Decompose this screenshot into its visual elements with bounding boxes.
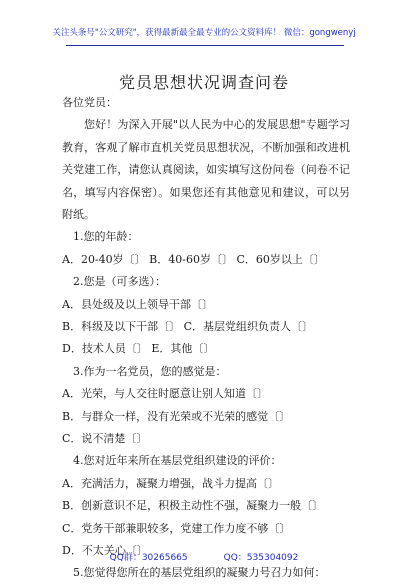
question-3-option-c: C．说不清楚〔〕 bbox=[62, 431, 148, 445]
document-body bbox=[62, 92, 350, 585]
question-2: 2.您是（可多选）： bbox=[73, 275, 166, 289]
promo-header: 关注头条号"公文研究"，获得最新最全最专业的公文资料库！ 微信：gongwenyj bbox=[52, 28, 356, 38]
question-4-option-c: C．党务干部兼职较多，党建工作力度不够〔〕 bbox=[62, 521, 291, 535]
question-1-options: A．20-40岁〔〕 B．40-60岁〔〕 C．60岁以上〔〕 bbox=[62, 252, 325, 266]
contact-footer bbox=[0, 550, 408, 563]
qq-number: QQ：535304092 bbox=[223, 553, 299, 563]
question-4: 4.您对近年来所在基层党组织建设的评价： bbox=[73, 454, 282, 468]
question-2-option-a: A．县处级及以上领导干部〔〕 bbox=[62, 297, 213, 311]
intro-paragraph: 您好！为深入开展"以人民为中心的发展思想"专题学习教育，客观了解市直机关党员思想状况，不断加强和改进机关党建工作，请您认真阅读，如实填写这份问卷（问卷不记名，填写内容保密）。如果您还有其他意见和建议，可以另附纸。 bbox=[62, 118, 350, 222]
question-1: 1.您的年龄： bbox=[73, 230, 139, 244]
question-5: 5.您觉得您所在的基层党组织的凝聚力号召力如何： bbox=[73, 566, 326, 580]
question-2-options-de: D．技术人员〔〕 E．其他〔〕 bbox=[62, 342, 215, 356]
header-divider bbox=[66, 45, 344, 46]
question-3-option-a: A．光荣，与人交往时愿意让别人知道〔〕 bbox=[62, 387, 268, 401]
question-4-option-d: D．不太关心〔〕 bbox=[62, 543, 148, 557]
document-title: 党员思想状况调查问卷 bbox=[118, 73, 289, 92]
salutation: 各位党员： bbox=[62, 96, 117, 109]
question-4-option-a: A．充满活力，凝聚力增强，战斗力提高〔〕 bbox=[62, 476, 279, 490]
question-2-options-bc: B．科级及以下干部〔〕 C．基层党组织负责人〔〕 bbox=[62, 319, 313, 333]
question-3-option-b: B．与群众一样，没有光荣或不光荣的感觉〔〕 bbox=[62, 409, 291, 423]
question-3: 3.作为一名党员，您的感觉是： bbox=[73, 364, 227, 378]
question-4-option-b: B．创新意识不足，积极主动性不强，凝聚力一般〔〕 bbox=[62, 499, 324, 513]
qq-group: QQ群：30265665 bbox=[109, 553, 188, 563]
